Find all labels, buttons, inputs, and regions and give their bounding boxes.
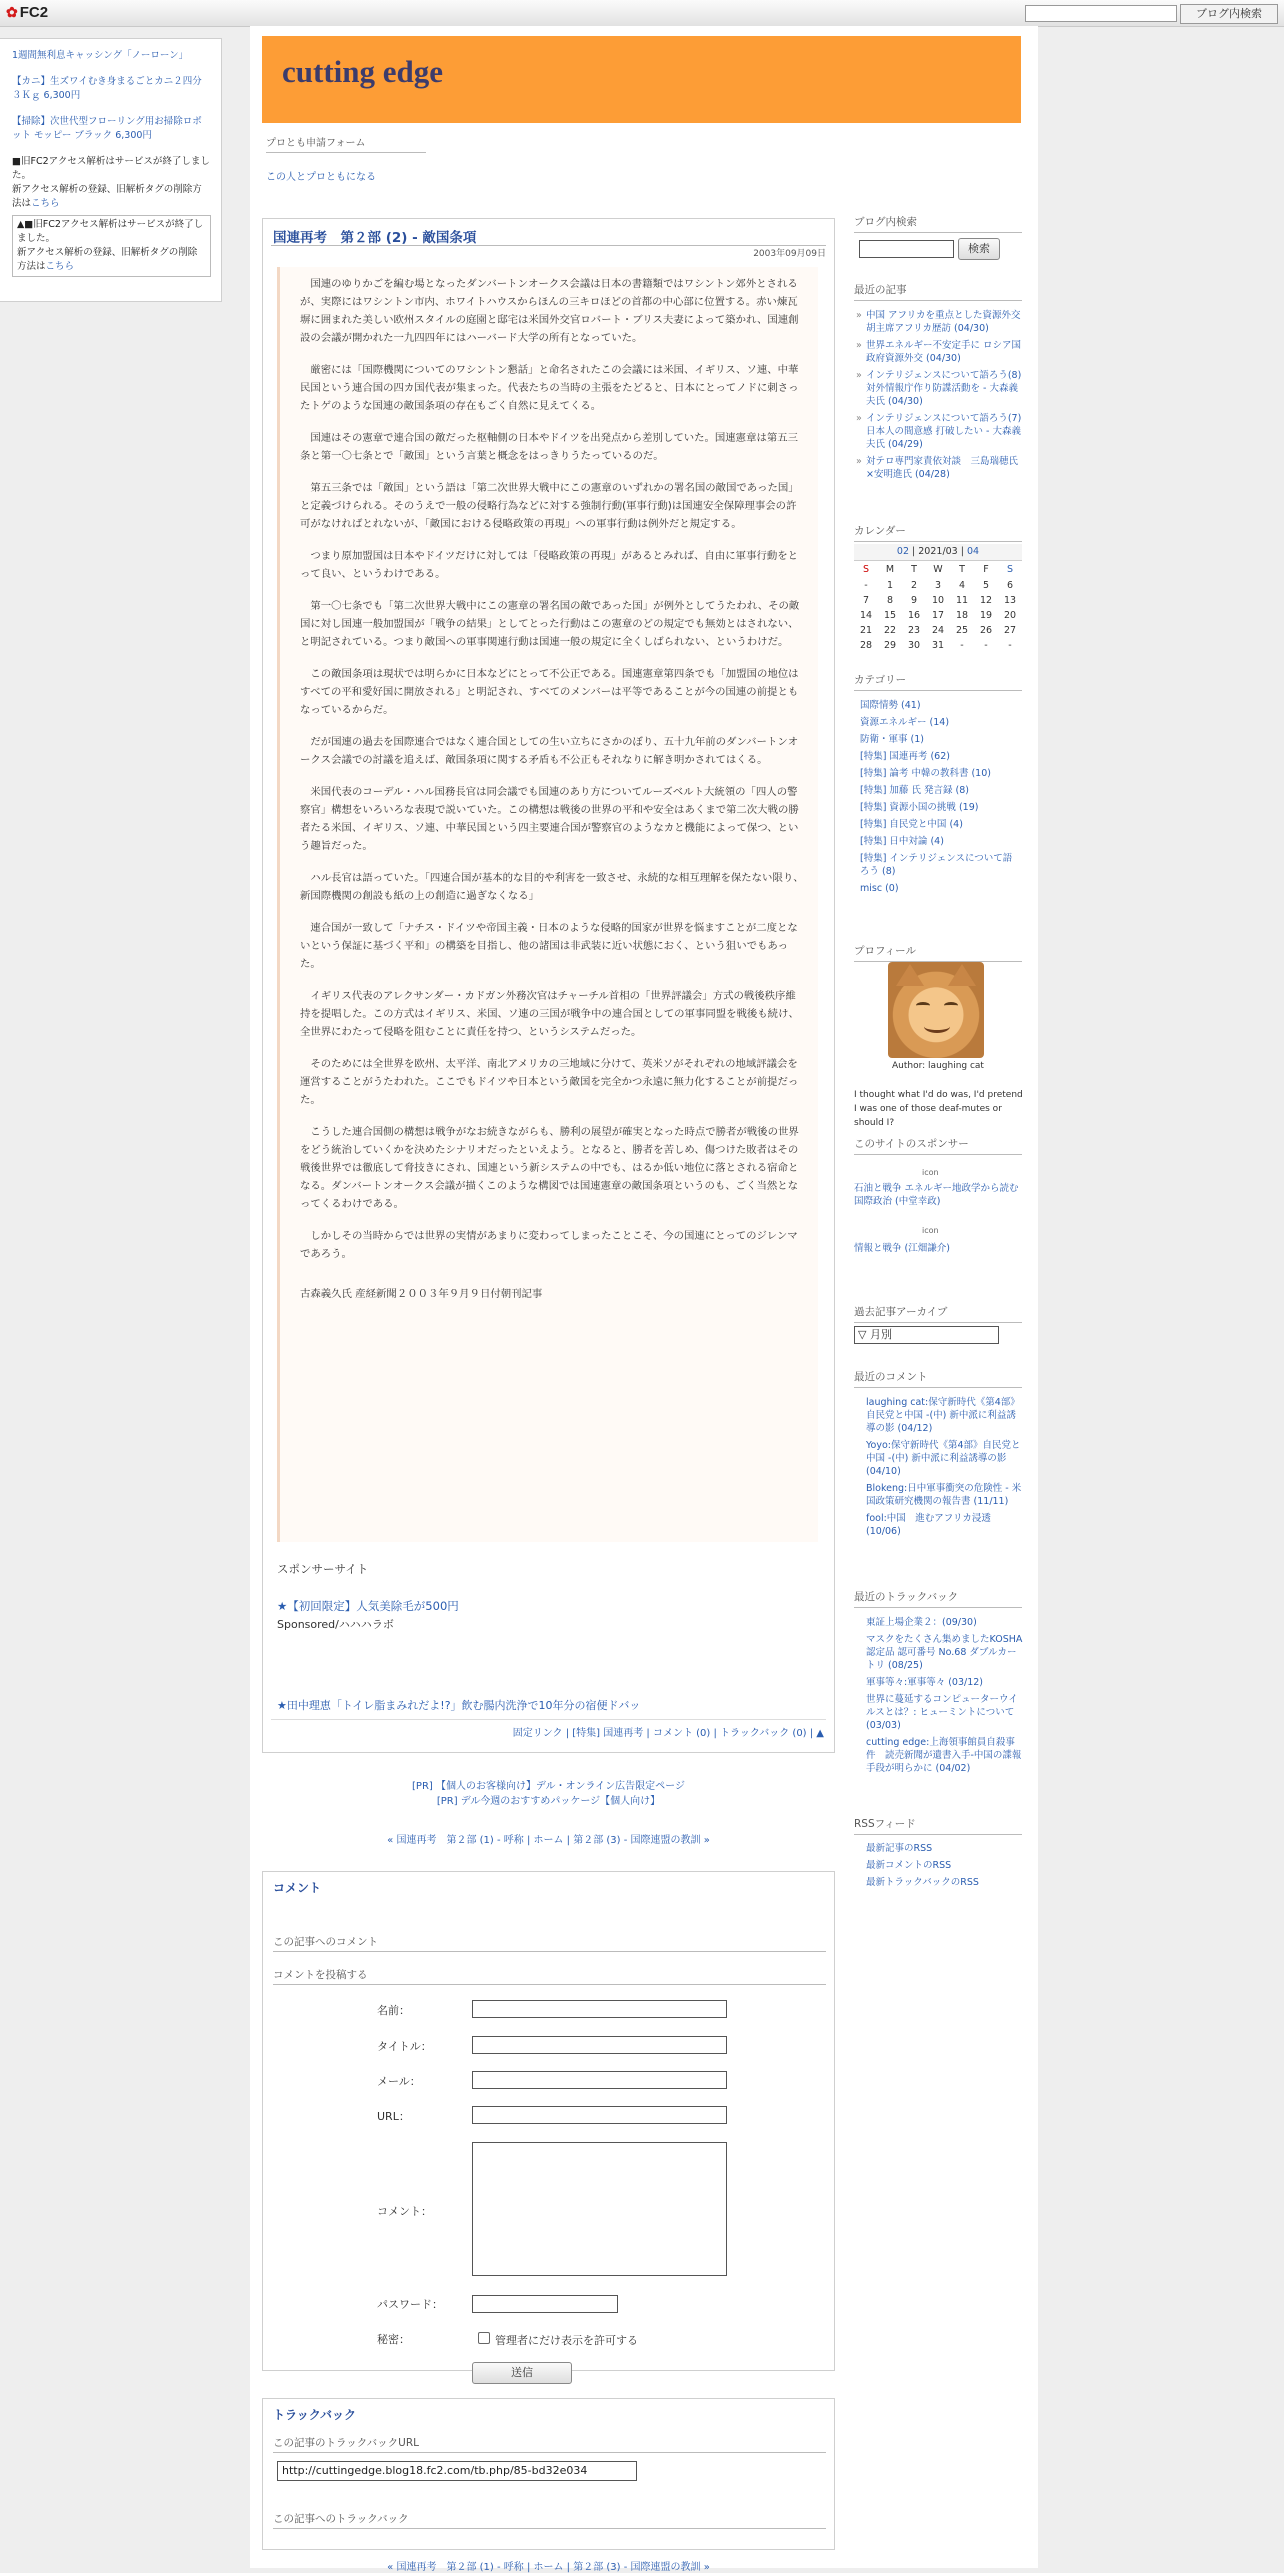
entry-footer-links[interactable]: 固定リンク | [特集] 国連再考 | コメント (0) | トラックバック (0) | ▲ <box>512 1728 824 1739</box>
recent-posts-list <box>866 309 1024 485</box>
recent-trackback-link[interactable]: マスクをたくさん集めましたKOSHA認定品 認可番号 No.68 ダブルカートリ (08/25) <box>866 1634 1023 1671</box>
sponsor-book-link[interactable]: 石油と戦争 エネルギー地政学から読む国際政治 (中堂幸政) <box>854 1183 1019 1207</box>
ad-link-crab[interactable]: 【カニ】生ズワイむき身まるごとカニ２四分３Ｋｇ 6,300円 <box>12 76 202 101</box>
blog-title[interactable]: cutting edge <box>282 54 444 89</box>
weekday: F <box>983 564 989 575</box>
sponsor-heading: スポンサーサイト <box>277 1562 369 1576</box>
paragraph: 米国代表のコーデル・ハル国務長官は同会議でも国連のあり方についてルーズベルト大統領の「四人の警察官」構想をいろいろな表現で説いていた。この構想は戦後の世界の平和や安全はあくまで第二次大戦の勝者たる米国、イギリス、ソ連、中華民国という四主要連合国が警察官のようなカと機能によって保つ、という趣旨だった。 <box>300 786 799 852</box>
pr-link-1[interactable]: [PR] 【個人のお客様向け】デル・オンライン広告限定ページ <box>412 1781 685 1792</box>
calendar-day: - <box>864 580 868 591</box>
calendar-day: 2 <box>910 580 918 591</box>
blog-header <box>262 36 1021 123</box>
category-link[interactable]: [特集] 日中対論 (4) <box>860 836 944 847</box>
mail-label: メール： <box>377 2075 421 2088</box>
paragraph: 国連のゆりかごを編む場となったダンバートンオークス会議は日本の書籍類ではワシントン郊外とされるが、実際にはワシントン市内、ホワイトハウスからほんの三キロほどの首都の中心部に位置する。赤い煉瓦塀に囲まれた美しい欧州スタイルの庭園と邸宅は米国外交官ロバート・ブリス夫妻によって築かれ、国連創設の会議が開かれた一九四四年にはハーバード大学の所有となっていた。 <box>300 278 799 344</box>
trackback-list-heading: この記事へのトラックバック <box>273 2511 826 2529</box>
rss-link[interactable]: 最新トラックバックのRSS <box>866 1877 979 1888</box>
footer-divider <box>271 1719 826 1720</box>
proto-link[interactable]: この人とプロともになる <box>266 172 376 183</box>
recent-post-link[interactable]: » 世界エネルギー不安定手に ロシア国政府資源外交 (04/30) <box>866 339 1024 365</box>
calendar-day: 23 <box>907 625 921 636</box>
rss-list <box>866 1842 1024 1893</box>
calendar-week <box>854 608 1022 623</box>
category-link[interactable]: 防衛・軍事 (1) <box>860 734 924 745</box>
calendar-day: 26 <box>979 625 993 636</box>
profile-text: I thought what I'd do was, I'd pretend I was one of those deaf-mutes or should I? <box>854 1090 1023 1128</box>
calendar-week <box>854 623 1022 638</box>
archive-heading: 過去記事アーカイブ <box>854 1304 1022 1323</box>
pr-links <box>262 1779 835 1809</box>
name-label: 名前： <box>377 2004 410 2017</box>
submit-button[interactable]: 送信 <box>472 2362 572 2384</box>
profile-heading: プロフィール <box>854 943 1022 962</box>
title-divider <box>271 245 826 246</box>
paragraph: しかしその当時からでは世界の実情があまりに変わってしまったことこそ、今の国連にとってのジレンマであろう。 <box>300 1230 798 1260</box>
trackback-section <box>262 2398 835 2550</box>
calendar-weekdays <box>854 561 1022 578</box>
weekday: W <box>933 564 943 575</box>
paragraph: こうした連合国側の構想は戦争がなお続きながらも、勝利の展望が確実となった時点で勝者が戦後の世界をどう統治していくかを決めたシナリオだったといえよう。となると、勝者を苦しめ、傷つけた敗者はその戦後世界では徹底して脅技きにされ、国連という新システムの中でも、はるか低い地位に落とされる宿命となる。ダンバートンオークス会議が描くこのような構図では国連憲章の敵国条項というのも、ごく当然となってくるわけである。 <box>300 1126 799 1210</box>
rss-link[interactable]: 最新記事のRSS <box>866 1843 933 1854</box>
category-link[interactable]: [特集] 自民党と中国 (4) <box>860 819 963 830</box>
blog-page <box>250 26 1038 2573</box>
calendar-day: - <box>960 640 964 651</box>
comment-list-heading: この記事へのコメント <box>273 1934 826 1952</box>
comment-title: コメント <box>273 1881 322 1895</box>
category-link[interactable]: [特集] 論考 中韓の教科書 (10) <box>860 768 991 779</box>
pager-bottom[interactable]: « 国連再考 第２部 (1) - 呼称 | ホーム | 第２部 (3) - 国際連盟の教訓 » <box>387 2562 710 2573</box>
sponsor-ad-link[interactable]: ★【初回限定】人気美除毛が500円 <box>277 1599 459 1613</box>
calendar-week <box>854 638 1022 653</box>
mail-input[interactable] <box>472 2071 727 2089</box>
ad-link-noloan[interactable]: 1週間無利息キャッシング「ノーローン」 <box>12 50 189 61</box>
recent-post-link[interactable]: » 対テロ専門家責依対談 三島瑞穂氏×安明進氏 (04/28) <box>866 455 1024 481</box>
recent-comment-link[interactable]: fool:中国 進むアフリカ浸透 (10/06) <box>866 1513 991 1537</box>
recent-trackback-link[interactable]: 世界に蔓延するコンピューターウイルスとは？: ヒューミントについて (03/03) <box>866 1694 1018 1731</box>
calendar-day: 17 <box>931 610 945 621</box>
recent-comment-link[interactable]: Yoyo:保守新時代《第4部》自民党と中国 -(中) 新中派に利益誘導の影 (04/10) <box>866 1440 1021 1477</box>
paragraph: 第一〇七条でも「第二次世界大戦中にこの憲章の署名国の敵であった国」が例外としてうたわれ、その敵国に対し国連一般加盟国が「戦争の結果」としてとった行動はこの憲章のどの規定でも無効とはされない、と明記されている。つまり敵国への軍事関連行動は国連一般の規定に全くしばられない、というわけだ。 <box>300 600 800 648</box>
recent-trackbacks-list <box>866 1616 1024 1779</box>
category-link[interactable]: [特集] 国連再考 (62) <box>860 751 950 762</box>
url-input[interactable] <box>472 2106 727 2124</box>
paragraph: つまり原加盟国は日本やドイツだけに対しては「侵略政策の再現」があるとみれば、自由に軍事行動をとって良い、というわけである。 <box>300 550 799 580</box>
recent-post-link[interactable]: » 中国 アフリカを重点とした資源外交 胡主席アフリカ歴訪 (04/30) <box>866 309 1024 335</box>
calendar-day: - <box>1008 640 1012 651</box>
paragraph: イギリス代表のアレクサンダー・カドガン外務次官はチャーチル首相の「世界評議会」方式の戦後秩序維持を提唱した。この方式はイギリス、米国、ソ連の三国が戦争中の連合国としての軍事同盟を戦後も続け、全世界にわたって侵略を阻むことに責任を持つ、というシステムだった。 <box>300 990 799 1038</box>
category-link[interactable]: [特集] 加藤 氏 発言録 (8) <box>860 785 969 796</box>
book-image-icon: icon <box>922 1168 939 1177</box>
sidebar-search-button[interactable]: 検索 <box>958 238 1000 260</box>
sidebar-search-input[interactable] <box>859 240 954 258</box>
calendar-day: 21 <box>859 625 873 636</box>
comment-section <box>262 1871 835 2379</box>
rss-link[interactable]: 最新コメントのRSS <box>866 1860 952 1871</box>
paragraph: 連合国が一致して「ナチス・ドイツや帝国主義・日本のような侵略的国家が世界を悩ますことが二度とないという保証に基づく平和」の構築を目指し、他の諸国は非武装に近い状態におく、という狙いでもあった。 <box>300 922 798 970</box>
paragraph: 国連はその憲章で連合国の敵だった枢軸側の日本やドイツを出発点から差別していた。国連憲章は第五三条と第一〇七条とで「敵国」という言葉と概念をはっきりうたっているのだ。 <box>300 432 799 462</box>
category-link[interactable]: 資源エネルギー (14) <box>860 717 950 728</box>
comment-form-heading: コメントを投稿する <box>273 1967 826 1985</box>
calendar-day: 8 <box>886 595 894 606</box>
calendar-nav: 02 | 2021/03 | 04 <box>854 544 1022 561</box>
paragraph: そのためには全世界を欧州、太平洋、南北アメリカの三地域に分けて、英米ソがそれぞれの地域評議会を運営することがうたわれた。ここでもドイツや日本という敵国を完全かつ永遠に無力化することが前提だった。 <box>300 1058 799 1106</box>
recent-trackback-link[interactable]: 軍事等々:軍事等々 (03/12) <box>866 1677 984 1688</box>
url-label: URL： <box>377 2110 410 2123</box>
weekday: M <box>885 564 895 575</box>
category-link[interactable]: [特集] インテリジェンスについて語ろう (8) <box>860 853 1013 877</box>
blog-search-input[interactable] <box>1025 5 1177 22</box>
recent-comments-heading: 最近のコメント <box>854 1369 1022 1388</box>
calendar-day: 24 <box>931 625 945 636</box>
entry-date: 2003年09月09日 <box>753 249 826 259</box>
paragraph: だが国連の過去を国際連合ではなく連合国としての生い立ちにさかのぼり、五十九年前のダンバートンオークス会議での討議を追えば、敵国条項に関する矛盾も不公正もそれなりに解き明かされてはくる。 <box>300 736 799 766</box>
profile-author: Author: laughing cat <box>892 1061 984 1071</box>
paragraph: 第五三条では「敵国」という語は「第二次世界大戦中にこの憲章のいずれかの署名国の敵国であった国」と定義づけられる。そのうえで一般の侵略行為などに対する強制行動(軍事行動)は国連安全保障理事会の許可がなければとれないが、「敵国における侵略政策の再現」への軍事行動は例外だと規定する。 <box>300 482 799 530</box>
title-input[interactable] <box>472 2036 727 2054</box>
paragraph: ハル長官は語っていた。「四連合国が基本的な目的や利害を一致させ、永続的な相互理解を保たない限り、新国際機関の創設も紙の上の創造に過ぎなくなる」 <box>300 872 804 902</box>
blog-search-button[interactable]: ブログ内検索 <box>1180 4 1278 24</box>
archive-select[interactable]: ▽ 月別 <box>854 1326 999 1344</box>
book-image-icon: icon <box>922 1226 939 1235</box>
pr-link-2[interactable]: [PR] デル今週のおすすめパッケージ【個人向け】 <box>436 1796 661 1807</box>
recent-post-link[interactable]: » インテリジェンスについて語ろう(8) 対外情報庁作り防諜活動を - 大森義夫氏 (04/30) <box>866 369 1024 408</box>
trackback-url-field[interactable]: http://cuttingedge.blog18.fc2.com/tb.php/85-bd32e034 <box>277 2461 637 2481</box>
fc2-logo-icon: ✿ <box>6 4 18 20</box>
calendar-day: 22 <box>883 625 897 636</box>
category-link[interactable]: [特集] 資源小国の挑戦 (19) <box>860 802 979 813</box>
weekday: T <box>959 564 965 575</box>
calendar-week <box>854 593 1022 608</box>
weekday: S <box>1006 564 1014 575</box>
analytics-box-link[interactable]: こちら <box>45 261 75 272</box>
sponsor-book-link[interactable]: 情報と戦争 (江畑謙介) <box>854 1243 950 1254</box>
trackback-title: トラックバック <box>273 2408 357 2422</box>
entry-title[interactable]: 国連再考 第２部 (2) - 敵国条項 <box>273 230 477 246</box>
weekday: T <box>911 564 917 575</box>
secret-label: 秘密： <box>377 2333 410 2346</box>
calendar-day: 10 <box>931 595 945 606</box>
analytics-notice-link[interactable]: こちら <box>31 198 60 209</box>
calendar-heading: カレンダー <box>854 523 1022 542</box>
calendar-day: 19 <box>979 610 993 621</box>
calendar-day: 29 <box>883 640 897 651</box>
sponsor-ad-link-2[interactable]: ★田中理恵「トイレ脂まみれだよ!?」飲む腸内洗浄で10年分の宿便ドバッ <box>277 1699 641 1712</box>
calendar-day: 11 <box>955 595 969 606</box>
left-ad-column <box>0 38 222 302</box>
analytics-notice-box: ▲■旧FC2アクセス解析はサービスが終了しました。 新アクセス解析の登録、旧解析タグの削除方法はこちら <box>12 215 211 277</box>
category-heading: カテゴリー <box>854 672 1022 691</box>
name-input[interactable] <box>472 2000 727 2018</box>
calendar-day: 16 <box>907 610 921 621</box>
category-list <box>860 699 1018 899</box>
analytics-notice: ■旧FC2アクセス解析はサービスが終了しました。 新アクセス解析の登録、旧解析タグの削除方法はこちら <box>12 156 210 209</box>
calendar-prev[interactable]: 02 <box>896 546 910 557</box>
rss-heading: RSSフィード <box>854 1816 1022 1835</box>
pager-top[interactable]: « 国連再考 第２部 (1) - 呼称 | ホーム | 第２部 (3) - 国際連盟の教訓 » <box>387 1835 710 1846</box>
fc2-logo[interactable]: ✿ FC2 <box>6 4 49 21</box>
fc2-toolbar <box>0 0 1284 27</box>
trackback-url-heading: この記事のトラックバックURL <box>273 2435 826 2453</box>
calendar-day: 12 <box>979 595 993 606</box>
calendar-day: 9 <box>910 595 918 606</box>
calendar-day: 30 <box>907 640 921 651</box>
calendar-day: 31 <box>931 640 945 651</box>
secret-checkbox[interactable] <box>478 2332 490 2344</box>
calendar-day: 25 <box>955 625 969 636</box>
password-label: パスワード： <box>377 2298 443 2311</box>
ad-link-robot[interactable]: 【掃除】次世代型フローリング用お掃除ロボット モッピー ブラック 6,300円 <box>12 116 202 141</box>
calendar-day: 1 <box>886 580 894 591</box>
profile-cat-image <box>888 962 984 1058</box>
calendar-day: 20 <box>1003 610 1017 621</box>
calendar-next[interactable]: 04 <box>966 546 980 557</box>
calendar-day: - <box>984 640 988 651</box>
calendar-day: 13 <box>1003 595 1017 606</box>
category-link[interactable]: 国際情勢 (41) <box>860 700 921 711</box>
comment-label: コメント： <box>377 2205 432 2218</box>
comment-textarea[interactable] <box>472 2142 727 2276</box>
recent-trackback-link[interactable]: 東証上場企業２：(09/30) <box>866 1617 977 1628</box>
recent-comments-list <box>866 1396 1024 1542</box>
sponsor-ad-source: Sponsored/ハハハラボ <box>277 1618 394 1631</box>
paragraph: この敵国条項は現状では明らかに日本などにとって不公正である。国連憲章第四条でも「加盟国の地位はすべての平和愛好国に開放される」と明記され、すべてのメンバーは平等であることが今の国連の前提ともなっているからだ。 <box>300 668 799 716</box>
calendar <box>854 544 1022 653</box>
recent-posts-heading: 最近の記事 <box>854 282 1022 301</box>
category-link[interactable]: misc (0) <box>860 883 899 894</box>
recent-trackback-link[interactable]: cutting edge:上海領事館員自殺事件 読売新聞が遺書入手-中国の諜報手段が明らかに (04/02) <box>866 1737 1022 1774</box>
search-heading: ブログ内検索 <box>854 214 1022 233</box>
calendar-day: 28 <box>859 640 873 651</box>
entry-article <box>262 218 835 1753</box>
title-label: タイトル： <box>377 2040 432 2053</box>
calendar-week <box>854 578 1022 593</box>
calendar-current: 2021/03 <box>918 546 958 557</box>
entry-body <box>277 267 818 1542</box>
recent-trackbacks-heading: 最近のトラックバック <box>854 1589 1022 1608</box>
calendar-day: 5 <box>982 580 990 591</box>
calendar-day: 7 <box>862 595 870 606</box>
calendar-day: 27 <box>1003 625 1017 636</box>
calendar-grid <box>854 561 1022 653</box>
recent-comment-link[interactable]: laughing cat:保守新時代《第4部》自民党と中国 -(中) 新中派に利益誘導の影 (04/12) <box>866 1397 1020 1434</box>
calendar-day: 6 <box>1006 580 1014 591</box>
proto-form-heading: プロとも申請フォーム <box>266 134 426 153</box>
article-source: 古森義久氏 産経新聞２００３年９月９日付朝刊記事 <box>300 1288 543 1300</box>
sponsor-site-heading: このサイトのスポンサー <box>854 1136 1022 1155</box>
calendar-day: 3 <box>934 580 942 591</box>
password-input[interactable] <box>472 2295 618 2313</box>
recent-post-link[interactable]: » インテリジェンスについて語ろう(7) 日本人の間意感 打破したい - 大森義夫氏 (04/29) <box>866 412 1024 451</box>
recent-comment-link[interactable]: Blokeng:日中軍事衝突の危険性 - 米国政策研究機関の報告書 (11/11) <box>866 1483 1022 1507</box>
calendar-day: 4 <box>958 580 966 591</box>
weekday: S <box>862 564 870 575</box>
calendar-day: 15 <box>883 610 897 621</box>
paragraph: 厳密には「国際機関についてのワシントン懇話」と命名されたこの会議には米国、イギリス、ソ連、中華民国という連合国の四カ国代表が集まった。代表たちの当時の主張をたどると、日本にとってノドに刺さったトゲのような国連の敵国条項の存在もごく自然に見えてくる。 <box>300 364 799 412</box>
calendar-day: 18 <box>955 610 969 621</box>
calendar-day: 14 <box>859 610 873 621</box>
secret-option-label: 管理者にだけ表示を許可する <box>495 2334 638 2347</box>
